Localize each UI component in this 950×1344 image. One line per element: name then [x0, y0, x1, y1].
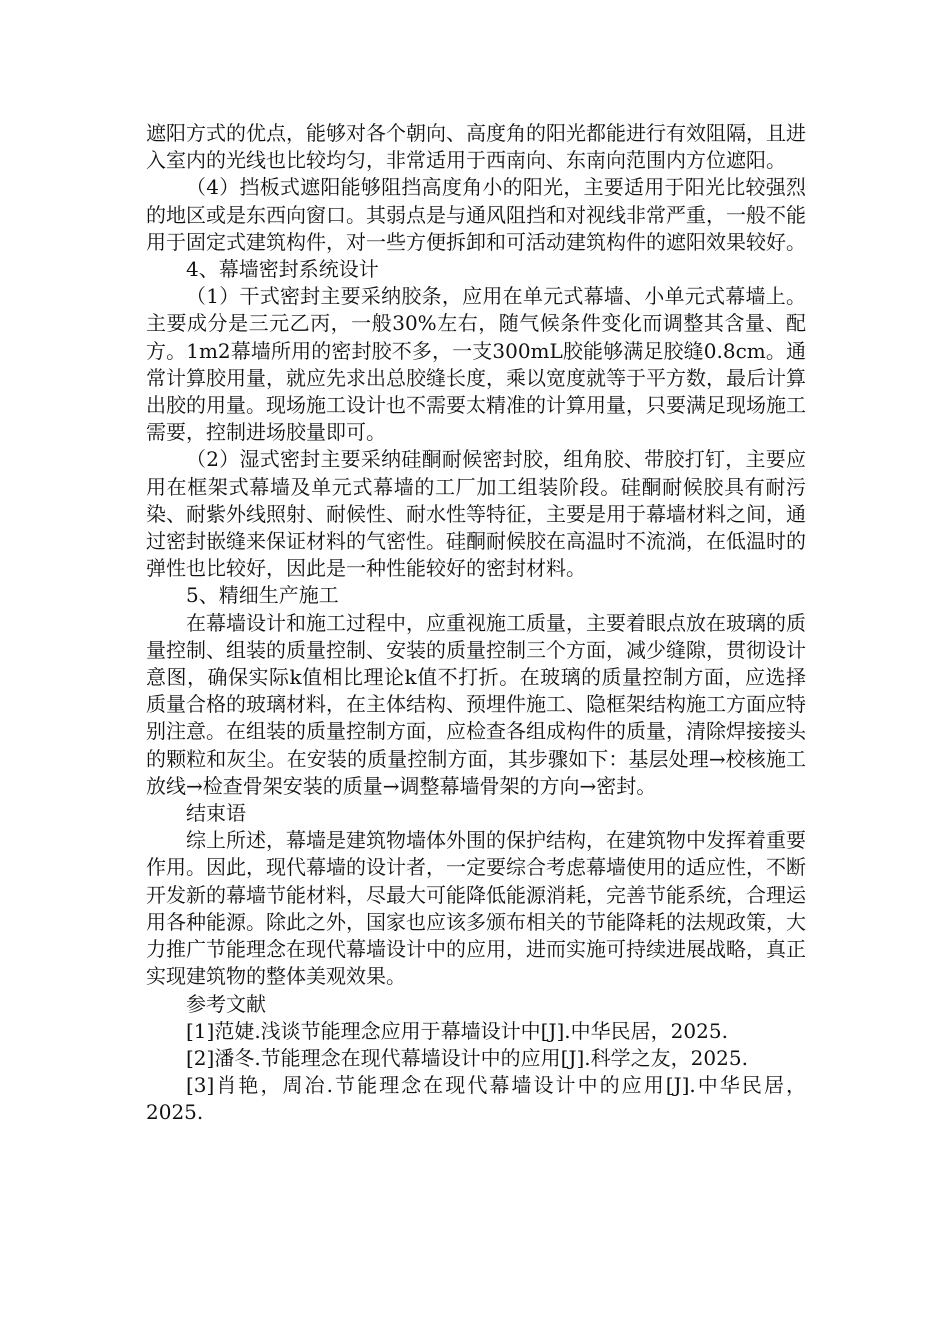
reference-item-1: [1]范婕.浅谈节能理念应用于幕墙设计中[J].中华民居，2025.: [186, 1018, 728, 1043]
paragraph-fine-construction: 在幕墙设计和施工过程中，应重视施工质量，主要着眼点放在玻璃的质量控制、组装的质量控制、安装的质量控制三个方面，减少缝隙，贯彻设计意图，确保实际k值相比理论k值不打折。在玻璃的质量控制方面，应选择质量合格的玻璃材料，在主体结构、预埋件施工、隐框架结构施工方面应特别注意。在组装的质量控制方面，应检查各组成构件的质量，清除焊接接头的颗粒和灰尘。在安装的质量控制方面，其步骤如下：基层处理→校核施工放线→检查骨架安装的质量→调整幕墙骨架的方向→密封。: [146, 610, 806, 798]
section-heading-conclusion: 结束语: [186, 801, 246, 826]
section-heading-seal-system: 4、幕墙密封系统设计: [186, 257, 379, 282]
paragraph-dry-seal: （1）干式密封主要采纳胶条，应用在单元式幕墙、小单元式幕墙上。主要成分是三元乙丙，一般30%左右，随气候条件变化而调整其含量、配方。1m2幕墙所用的密封胶不多，一支300mL胶能够满足胶缝0.8cm。通常计算胶用量，就应先求出总胶缝长度，乘以宽度就等于平方数，最后计算出胶的用量。现场施工设计也不需要太精准的计算用量，只要满足现场施工需要，控制进场胶量即可。: [146, 284, 806, 445]
paragraph-shading-continued: 遮阳方式的优点，能够对各个朝向、高度角的阳光都能进行有效阻隔，且进入室内的光线也比较均匀，非常适用于西南向、东南向范围内方位遮阳。: [146, 121, 806, 173]
paragraph-conclusion: 综上所述，幕墙是建筑物墙体外围的保护结构，在建筑物中发挥着重要作用。因此，现代幕墙的设计者，一定要综合考虑幕墙使用的适应性，不断开发新的幕墙节能材料，尽最大可能降低能源消耗，完善节能系统，合理运用各种能源。除此之外，国家也应该多颁布相关的节能降耗的法规政策，大力推广节能理念在现代幕墙设计中的应用，进而实施可持续进展战略，真正实现建筑物的整体美观效果。: [146, 828, 806, 989]
paragraph-baffle-shading: （4）挡板式遮阳能够阻挡高度角小的阳光，主要适用于阳光比较强烈的地区或是东西向窗口。其弱点是与通风阻挡和对视线非常严重，一般不能用于固定式建筑构件，对一些方便拆卸和可活动建筑构件的遮阳效果较好。: [146, 175, 806, 254]
paragraph-wet-seal: （2）湿式密封主要采纳硅酮耐候密封胶，组角胶、带胶打钉，主要应用在框架式幕墙及单元式幕墙的工厂加工组装阶段。硅酮耐候胶具有耐污染、耐紫外线照射、耐候性、耐水性等特征，主要是用于幕墙材料之间，通过密封嵌缝来保证材料的气密性。硅酮耐候胶在高温时不流淌，在低温时的弹性也比较好，因此是一种性能较好的密封材料。: [146, 447, 806, 581]
section-heading-fine-construction: 5、精细生产施工: [186, 583, 339, 608]
reference-item-2: [2]潘冬.节能理念在现代幕墙设计中的应用[J].科学之友，2025.: [186, 1045, 748, 1070]
section-heading-references: 参考文献: [186, 991, 266, 1016]
reference-item-3: [3]肖艳，周冶.节能理念在现代幕墙设计中的应用[J].中华民居，2025.: [146, 1073, 806, 1125]
document-page: [146, 120, 806, 1127]
